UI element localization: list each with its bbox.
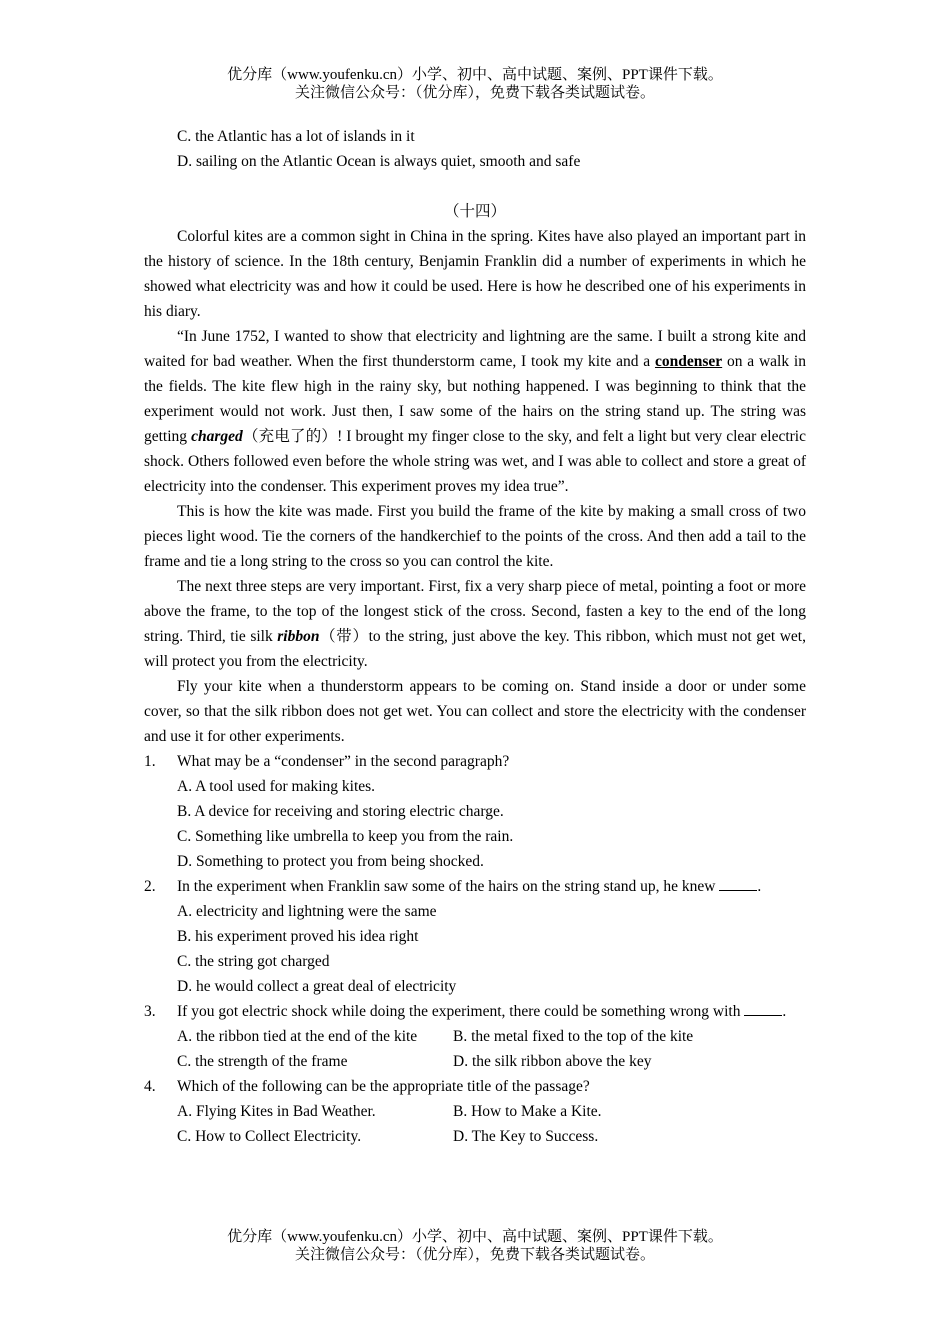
question-text: What may be a “condenser” in the second paragraph?	[177, 753, 510, 770]
paragraph-4	[144, 574, 806, 674]
q4-option-b: B. How to Make a Kite.	[453, 1103, 602, 1120]
question-number: 4.	[144, 1078, 156, 1095]
q4-options-row-1	[144, 1099, 806, 1124]
q1-option-c: C. Something like umbrella to keep you from the rain.	[177, 828, 514, 845]
question-4	[144, 1074, 806, 1099]
paragraph-5: Fly your kite when a thunderstorm appears to be coming on. Stand inside a door or under some cover, so that the silk ribbon does not get wet. You can collect and store the electricity with the condenser and use it for other experiments.	[144, 678, 806, 745]
q3-option-d: D. the silk ribbon above the key	[453, 1053, 652, 1070]
document-body	[144, 124, 806, 1149]
paragraph-2	[144, 324, 806, 499]
q3-options-row-1	[144, 1024, 806, 1049]
prev-option-d: D. sailing on the Atlantic Ocean is always quiet, smooth and safe	[177, 153, 581, 170]
paragraph-2-text-a: “In June 1752, I wanted to show that electricity and lightning are the same. I built a strong kite and waited for bad weather. When the first thunderstorm came, I took my kite and a	[144, 328, 806, 370]
q3-option-a: A. the ribbon tied at the end of the kite	[177, 1028, 418, 1045]
footer-line-1: 优分库（www.youfenku.cn）小学、初中、高中试题、案例、PPT课件下载。	[227, 1229, 723, 1245]
question-number: 3.	[144, 1003, 156, 1020]
paragraph-1: Colorful kites are a common sight in China in the spring. Kites have also played an important part in the history of science. In the 18th century, Benjamin Franklin did a number of experiments in which he showed what electricity was and how it could be used. Here is how he described one of his experiments in his diary.	[144, 228, 806, 320]
answer-blank	[744, 1001, 782, 1016]
paragraph-4-text-b: （带）to the string, just above the key. This ribbon, which must not get wet, will protect you from the electricity.	[144, 628, 806, 670]
q1-option-d: D. Something to protect you from being shocked.	[177, 853, 484, 870]
header-line-2: 关注微信公众号：（优分库），免费下载各类试题试卷。	[294, 85, 655, 101]
page-header	[0, 66, 950, 102]
q4-option-c: C. How to Collect Electricity.	[177, 1128, 362, 1145]
header-line-1: 优分库（www.youfenku.cn）小学、初中、高中试题、案例、PPT课件下载。	[227, 67, 723, 83]
question-3: 3. If you got electric shock while doing the experiment, there could be something wrong with .	[144, 999, 806, 1024]
question-number: 1.	[144, 753, 156, 770]
q1-option-a: A. A tool used for making kites.	[177, 778, 376, 795]
section-title: （十四）	[443, 203, 506, 220]
keyword-ribbon: ribbon	[277, 628, 320, 645]
q1-option-b: B. A device for receiving and storing electric charge.	[177, 803, 504, 820]
q4-option-a: A. Flying Kites in Bad Weather.	[177, 1103, 376, 1120]
paragraph-2-text-b: on a walk in the fields. The kite flew high in the rainy sky, but nothing happened. I was beginning to think that the experiment would not work. Just then, I saw some of the hairs on the string stand up. The string was getting	[144, 353, 806, 445]
q3-option-b: B. the metal fixed to the top of the kite	[453, 1028, 694, 1045]
paragraph-3: This is how the kite was made. First you build the frame of the kite by making a small cross of two pieces light wood. Tie the corners of the handkerchief to the points of the cross. And then add a tail to the frame and tie a long string to the cross so you can control the kite.	[144, 503, 806, 570]
q4-options-row-2	[144, 1124, 806, 1149]
q2-option-a: A. electricity and lightning were the same	[177, 903, 437, 920]
q3-options-row-2	[144, 1049, 806, 1074]
q4-option-d: D. The Key to Success.	[453, 1128, 599, 1145]
footer-line-2: 关注微信公众号：（优分库），免费下载各类试题试卷。	[294, 1247, 655, 1263]
page-footer	[0, 1228, 950, 1264]
q3-option-c: C. the strength of the frame	[177, 1053, 348, 1070]
question-text: In the experiment when Franklin saw some of the hairs on the string stand up, he knew	[177, 878, 716, 895]
q2-option-c: C. the string got charged	[177, 953, 330, 970]
question-1	[144, 749, 806, 774]
question-number: 2.	[144, 878, 156, 895]
keyword-condenser: condenser	[654, 353, 723, 370]
answer-blank	[719, 876, 757, 891]
question-text: Which of the following can be the appropriate title of the passage?	[177, 1078, 590, 1095]
question-2: 2. In the experiment when Franklin saw some of the hairs on the string stand up, he knew .	[144, 874, 806, 899]
paragraph-4-text-a: The next three steps are very important. First, fix a very sharp piece of metal, pointing a foot or more above the frame, to the top of the longest stick of the cross. Second, fasten a key to the end of the long string. Third, tie silk	[144, 578, 806, 645]
keyword-charged: charged	[191, 428, 243, 445]
q2-option-b: B. his experiment proved his idea right	[177, 928, 419, 945]
q2-option-d: D. he would collect a great deal of electricity	[177, 978, 457, 995]
question-text: If you got electric shock while doing the experiment, there could be something wrong with	[177, 1003, 741, 1020]
prev-option-c: C. the Atlantic has a lot of islands in it	[177, 128, 415, 145]
paragraph-2-text-c: （充电了的）! I brought my finger close to the sky, and felt a light but very clear electric shock. Others followed even before the whole string was wet, and I was able to collect and store a great of electricity into the condenser. This experiment proves my idea true”.	[144, 428, 806, 495]
